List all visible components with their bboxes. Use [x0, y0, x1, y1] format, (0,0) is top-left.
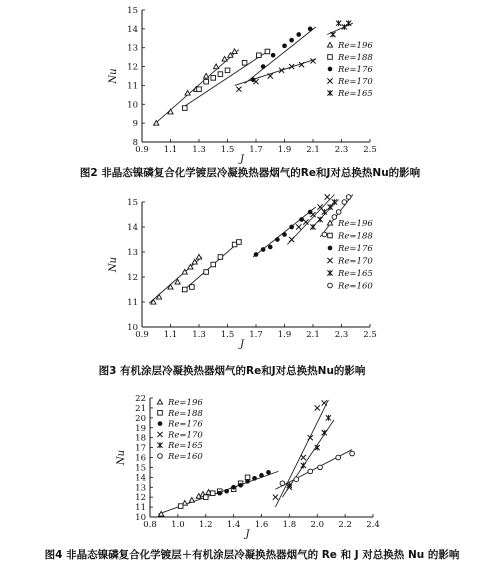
fig2-chart: [108, 6, 377, 165]
figure-2-caption: 图2 非晶态镍磷复合化学镀层冷凝换热器烟气的Re和J对总换热Nu的影响: [79, 167, 421, 179]
x-tick-label: 1.3: [192, 330, 206, 340]
legend-marker: [157, 432, 162, 437]
data-point: [182, 287, 187, 292]
data-point: [322, 400, 327, 405]
y-tick-label: 13: [135, 483, 146, 494]
y-tick-label: 12: [127, 273, 138, 283]
data-point: [254, 252, 259, 257]
y-tick-label: 15: [135, 463, 146, 474]
data-point: [245, 479, 250, 484]
data-point: [322, 232, 327, 237]
data-point: [342, 200, 347, 205]
data-point: [273, 495, 278, 500]
y-tick-label: 15: [127, 198, 138, 208]
y-axis-title: Nu: [108, 256, 119, 273]
data-point: [224, 489, 229, 494]
legend-marker: [328, 233, 333, 238]
x-tick-label: 2.3: [334, 145, 349, 155]
y-axis-title: Nu: [116, 449, 127, 466]
data-point: [346, 20, 351, 26]
legend-marker: [158, 411, 163, 416]
fig4-chart: [116, 394, 380, 540]
x-tick-label: 2.3: [334, 330, 349, 340]
data-point: [289, 225, 294, 230]
data-point: [218, 255, 223, 260]
legend-marker: [327, 270, 332, 276]
y-tick-label: 12: [135, 493, 146, 504]
data-point: [257, 53, 262, 58]
legend-label: Re=165: [168, 441, 203, 452]
legend-label: Re=176: [338, 244, 373, 254]
x-tick-label: 1.9: [277, 145, 292, 155]
data-point: [218, 72, 223, 77]
x-tick-label: 1.5: [220, 330, 235, 340]
data-point: [190, 285, 195, 290]
data-point: [222, 56, 227, 61]
data-point: [350, 451, 355, 456]
data-point: [296, 32, 301, 37]
legend: [157, 398, 203, 462]
fig3-chart: [108, 194, 377, 350]
y-tick-label: 9: [132, 119, 138, 130]
legend-marker: [158, 421, 163, 426]
data-point: [342, 24, 347, 30]
data-point: [265, 49, 270, 54]
legend-marker: [327, 78, 332, 83]
data-point: [252, 476, 257, 481]
data-point: [231, 485, 236, 490]
data-point: [168, 284, 173, 289]
legend-marker: [327, 258, 332, 263]
legend-label: Re=170: [338, 77, 373, 87]
data-point: [310, 212, 315, 217]
x-tick-label: 0.9: [135, 145, 149, 155]
data-point: [301, 455, 306, 460]
data-point: [210, 491, 215, 496]
y-tick-label: 10: [127, 100, 138, 111]
y-tick-label: 17: [135, 443, 146, 454]
x-tick-label: 0.8: [143, 520, 157, 530]
y-tick-label: 12: [127, 62, 138, 73]
data-point: [318, 465, 323, 470]
figure-4-caption: 图4 非晶态镍磷复合化学镀层＋有机涂层冷凝换热器烟气的 Re 和 J 对总换热 Nu 的影响: [44, 549, 460, 561]
x-axis-title: J: [239, 339, 245, 350]
data-point: [197, 87, 202, 92]
x-tick-label: 2.2: [338, 520, 352, 530]
y-tick-label: 20: [135, 413, 146, 424]
data-point: [289, 38, 294, 43]
legend-label: Re=176: [168, 419, 203, 430]
x-tick-label: 1.2: [198, 520, 213, 530]
data-point: [332, 215, 337, 220]
legend-label: Re=188: [338, 53, 373, 63]
legend-marker: [328, 55, 333, 60]
legend-label: Re=160: [338, 281, 373, 292]
legend-marker: [157, 399, 162, 404]
data-point: [301, 463, 306, 469]
y-tick-label: 22: [135, 394, 146, 404]
x-tick-label: 1.4: [226, 520, 241, 530]
data-point: [182, 106, 187, 111]
data-point: [280, 481, 285, 486]
data-point: [245, 475, 250, 480]
x-tick-label: 1.3: [192, 145, 206, 155]
data-point: [294, 477, 299, 482]
data-point: [322, 430, 327, 436]
data-point: [336, 20, 341, 26]
data-point: [236, 87, 241, 92]
legend-label: Re=165: [338, 89, 373, 99]
y-tick-label: 18: [135, 433, 146, 444]
data-point: [189, 498, 194, 503]
data-point: [261, 247, 266, 252]
x-tick-label: 2.4: [366, 520, 380, 530]
data-point: [325, 194, 330, 199]
legend-marker: [158, 454, 163, 459]
data-point: [204, 73, 209, 78]
y-tick-label: 13: [127, 43, 138, 54]
data-point: [271, 53, 276, 58]
legend-marker: [327, 42, 332, 47]
y-tick-label: 11: [127, 81, 138, 92]
data-point: [318, 217, 323, 223]
data-point: [326, 415, 331, 421]
y-tick-label: 14: [127, 223, 138, 233]
x-tick-label: 1.0: [171, 520, 185, 530]
legend-marker: [157, 442, 162, 448]
legend-label: Re=160: [168, 452, 203, 462]
data-point: [214, 64, 219, 69]
data-point: [330, 32, 335, 38]
y-tick-label: 14: [127, 24, 138, 35]
y-tick-label: 19: [135, 423, 146, 434]
data-point: [211, 76, 216, 81]
y-tick-label: 14: [135, 473, 146, 484]
data-point: [303, 219, 308, 224]
data-point: [289, 237, 294, 242]
legend-label: Re=170: [338, 256, 373, 267]
x-tick-label: 2.1: [306, 330, 320, 340]
data-point: [225, 68, 230, 73]
legend-marker: [328, 67, 333, 72]
data-point: [261, 64, 266, 69]
data-point: [268, 245, 273, 250]
data-point: [211, 262, 216, 267]
x-tick-label: 2.1: [306, 145, 320, 155]
x-tick-label: 1.6: [254, 520, 269, 530]
data-point: [336, 210, 341, 215]
x-tick-label: 2.5: [363, 330, 377, 340]
x-tick-label: 1.7: [249, 145, 263, 155]
legend-marker: [328, 283, 333, 288]
legend-label: Re=196: [338, 41, 373, 51]
data-point: [308, 469, 313, 474]
x-tick-label: 1.8: [282, 520, 297, 530]
data-point: [346, 195, 351, 200]
fit-line: [245, 27, 316, 84]
legend-label: Re=188: [168, 408, 203, 419]
fit-line: [275, 400, 328, 507]
data-point: [157, 294, 162, 299]
y-tick-label: 11: [135, 503, 146, 514]
y-tick-label: 15: [127, 6, 138, 16]
legend-label: Re=188: [338, 231, 373, 242]
legend-label: Re=196: [168, 398, 203, 408]
y-tick-label: 10: [135, 513, 146, 523]
legend-label: Re=196: [338, 219, 373, 229]
x-axis-title: J: [245, 529, 250, 540]
y-tick-label: 21: [135, 403, 146, 414]
data-point: [259, 473, 264, 478]
data-point: [204, 270, 209, 275]
x-tick-label: 1.1: [163, 330, 178, 340]
y-tick-label: 16: [135, 453, 146, 464]
data-point: [315, 405, 320, 410]
data-point: [242, 61, 247, 66]
x-tick-label: 0.9: [135, 330, 149, 340]
data-point: [336, 455, 341, 460]
legend-label: Re=170: [168, 430, 203, 441]
x-tick-label: 1.9: [277, 330, 292, 340]
y-tick-label: 8: [132, 138, 138, 148]
data-point: [238, 483, 243, 488]
data-point: [266, 470, 271, 475]
x-tick-label: 1.5: [220, 145, 235, 155]
data-point: [178, 504, 183, 509]
data-point: [196, 254, 201, 259]
legend-label: Re=165: [338, 269, 373, 279]
legend-label: Re=176: [338, 65, 373, 75]
data-point: [318, 204, 323, 209]
data-point: [282, 43, 287, 48]
data-point: [217, 491, 222, 496]
x-axis-title: J: [239, 154, 245, 165]
legend: [327, 41, 373, 99]
x-tick-label: 1.1: [163, 145, 178, 155]
data-point: [275, 237, 280, 242]
legend-marker: [328, 246, 333, 251]
y-tick-label: 10: [127, 323, 138, 333]
data-point: [282, 232, 287, 237]
figure-3-caption: 图3 有机涂层冷凝换热器烟气的Re和J对总换热Nu的影响: [98, 365, 366, 377]
x-tick-label: 1.7: [249, 330, 263, 340]
data-point: [203, 495, 208, 500]
legend-marker: [327, 90, 332, 96]
data-point: [237, 240, 242, 245]
x-tick-label: 2.5: [363, 145, 377, 155]
data-point: [310, 224, 315, 230]
x-tick-label: 2.0: [310, 520, 325, 530]
data-point: [308, 27, 313, 32]
y-axis-title: Nu: [108, 68, 119, 84]
data-point: [296, 224, 301, 229]
data-point: [151, 299, 156, 304]
y-tick-label: 13: [127, 248, 138, 258]
legend: [327, 219, 373, 292]
data-point: [204, 79, 209, 84]
y-tick-label: 11: [127, 298, 138, 308]
